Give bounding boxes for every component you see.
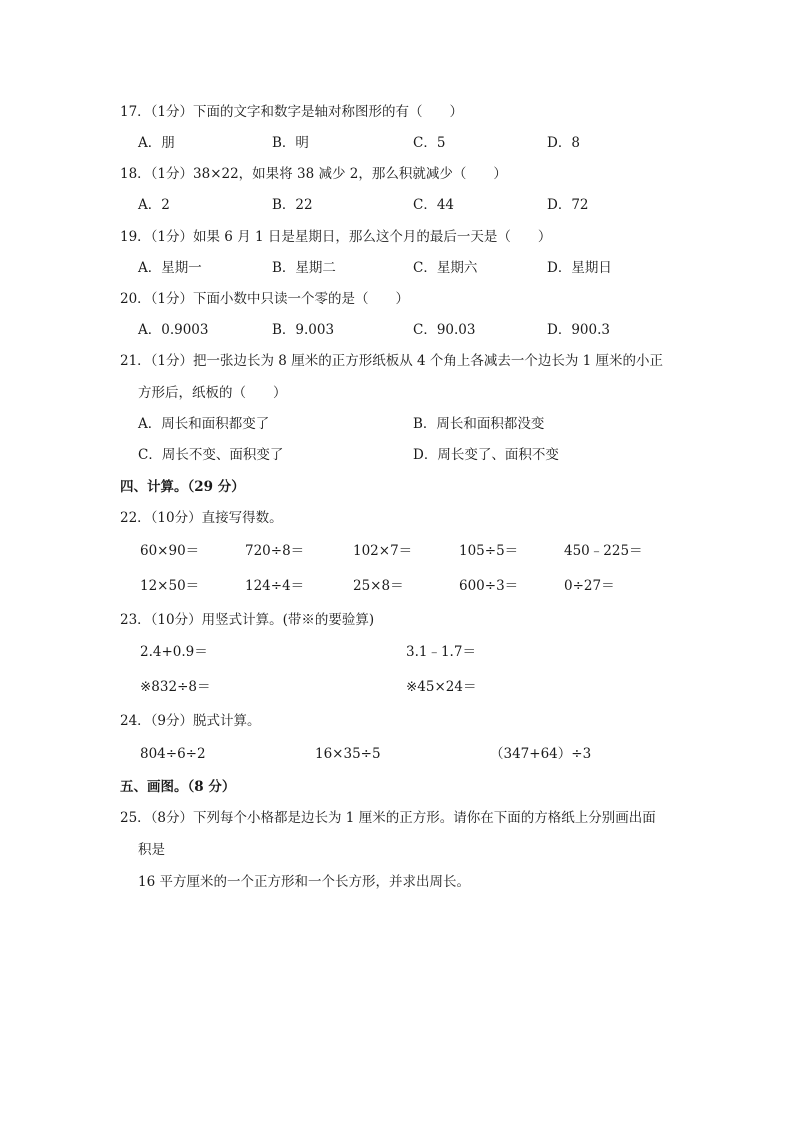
question-18-stem: 18．（1分）38×22，如果将 38 减少 2，那么积就减少（ ） <box>120 166 507 182</box>
q24-item-2: 16×35÷5 <box>315 746 381 762</box>
question-17-stem: 17．（1分）下面的文字和数字是轴对称图形的有（ ） <box>120 104 464 120</box>
q22-row2-item-5: 0÷27＝ <box>564 578 615 594</box>
question-19-option-b[interactable]: B．星期二 <box>272 260 336 276</box>
q22-row1-item-5: 450﹣225＝ <box>564 543 643 559</box>
question-20-option-d[interactable]: D．900.3 <box>547 322 610 338</box>
q24-item-1: 804÷6÷2 <box>140 746 206 762</box>
q23-item-3: ※832÷8＝ <box>140 679 211 695</box>
question-17-option-c[interactable]: C．5 <box>413 135 446 151</box>
question-18-option-c[interactable]: C．44 <box>413 197 455 213</box>
q24-item-3: （347+64）÷3 <box>490 746 592 762</box>
question-25-stem-line2: 积是 <box>138 842 165 858</box>
q22-row1-item-3: 102×7＝ <box>353 543 413 559</box>
q23-item-4: ※45×24＝ <box>406 679 477 695</box>
q22-row1-item-2: 720÷8＝ <box>245 543 305 559</box>
q22-row1-item-4: 105÷5＝ <box>459 543 519 559</box>
question-23-stem: 23．（10分）用竖式计算。(带※的要验算) <box>120 612 375 628</box>
question-18-option-d[interactable]: D．72 <box>547 197 589 213</box>
question-18-option-a[interactable]: A．2 <box>138 197 170 213</box>
question-19-option-a[interactable]: A．星期一 <box>138 260 202 276</box>
question-20-stem: 20．（1分）下面小数中只读一个零的是（ ） <box>120 291 410 307</box>
q22-row2-item-4: 600÷3＝ <box>459 578 519 594</box>
section-5-heading: 五、画图。（8 分） <box>120 779 236 795</box>
question-19-stem: 19．（1分）如果 6 月 1 日是星期日，那么这个月的最后一天是（ ） <box>120 229 552 245</box>
question-19-option-c[interactable]: C．星期六 <box>413 260 478 276</box>
q23-item-1: 2.4+0.9＝ <box>140 644 208 660</box>
question-24-stem: 24．（9分）脱式计算。 <box>120 713 261 729</box>
question-20-option-a[interactable]: A．0.9003 <box>138 322 209 338</box>
q22-row2-item-3: 25×8＝ <box>353 578 404 594</box>
q22-row1-item-1: 60×90＝ <box>140 543 200 559</box>
question-21-option-b[interactable]: B．周长和面积都没变 <box>413 416 545 432</box>
q23-item-2: 3.1﹣1.7＝ <box>406 644 476 660</box>
question-25-stem-line1: 25．（8分）下列每个小格都是边长为 1 厘米的正方形。请你在下面的方格纸上分别画出面 <box>120 810 656 826</box>
question-18-option-b[interactable]: B．22 <box>272 197 313 213</box>
section-4-heading: 四、计算。（29 分） <box>120 479 245 495</box>
question-21-stem-line2: 方形后，纸板的（ ） <box>138 385 287 401</box>
question-20-option-c[interactable]: C．90.03 <box>413 322 476 338</box>
question-17-option-a[interactable]: A．朋 <box>138 135 175 151</box>
question-17-option-b[interactable]: B．明 <box>272 135 309 151</box>
question-17-option-d[interactable]: D．8 <box>547 135 580 151</box>
question-19-option-d[interactable]: D．星期日 <box>547 260 612 276</box>
question-21-stem-line1: 21．（1分）把一张边长为 8 厘米的正方形纸板从 4 个角上各减去一个边长为 1 厘米的小正 <box>120 353 664 369</box>
question-20-option-b[interactable]: B．9.003 <box>272 322 335 338</box>
q22-row2-item-2: 124÷4＝ <box>245 578 305 594</box>
question-21-option-c[interactable]: C．周长不变、面积变了 <box>138 447 284 463</box>
question-21-option-d[interactable]: D．周长变了、面积不变 <box>413 447 559 463</box>
question-25-stem-line3: 16 平方厘米的一个正方形和一个长方形，并求出周长。 <box>138 874 470 890</box>
q22-row2-item-1: 12×50＝ <box>140 578 200 594</box>
question-21-option-a[interactable]: A．周长和面积都变了 <box>138 416 270 432</box>
question-22-stem: 22．（10分）直接写得数。 <box>120 510 283 526</box>
